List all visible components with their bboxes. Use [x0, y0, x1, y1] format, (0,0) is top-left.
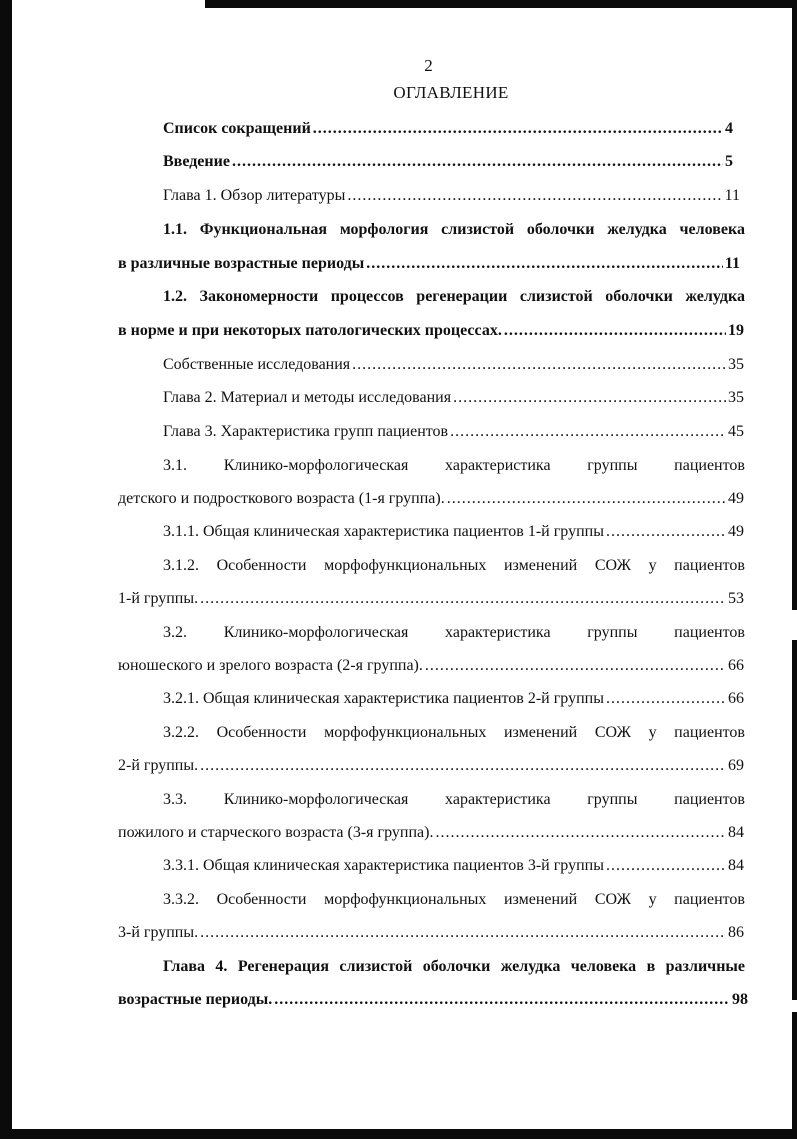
toc-word: Клинико-морфологическая — [223, 624, 409, 641]
toc-entry-line1[interactable] — [163, 456, 745, 476]
toc-entry-line2[interactable] — [118, 489, 744, 509]
toc-leader-dots — [200, 589, 726, 609]
toc-word: характеристика — [445, 457, 551, 474]
toc-leader-dots — [200, 923, 726, 943]
toc-word: пациентов — [674, 724, 745, 741]
toc-leader-dots — [425, 656, 726, 676]
toc-word: слизистой — [519, 288, 593, 305]
toc-word: морфология — [339, 221, 429, 238]
toc-entry-label: 2-й группы. — [118, 757, 199, 774]
toc-entry[interactable] — [163, 186, 740, 206]
toc-word: у — [648, 891, 657, 908]
toc-word: процессов — [330, 288, 404, 305]
toc-leader-dots — [313, 119, 723, 139]
toc-word: оболочки — [422, 958, 491, 975]
toc-word: изменений — [503, 557, 578, 574]
toc-word: морфофункциональных — [324, 724, 487, 741]
toc-word: Функциональная — [199, 221, 328, 238]
toc-word: СОЖ — [594, 724, 631, 741]
toc-word: у — [648, 557, 657, 574]
toc-leader-dots — [366, 254, 723, 274]
toc-entry[interactable] — [163, 522, 744, 542]
toc-entry[interactable] — [163, 355, 744, 375]
toc-word: пациентов — [674, 624, 745, 641]
toc-word: желудка — [607, 221, 667, 238]
toc-entry-line2[interactable] — [118, 254, 740, 274]
toc-entry-page: 19 — [728, 322, 744, 339]
toc-leader-dots — [447, 489, 726, 509]
toc-entry-label: Глава 3. Характеристика групп пациентов — [163, 423, 449, 440]
toc-word: 3.2.2. — [163, 724, 199, 741]
toc-word: человека — [570, 958, 637, 975]
toc-word: Особенности — [216, 557, 307, 574]
toc-entry-label: в норме и при некоторых патологических процессах. — [118, 322, 502, 339]
toc-entry-page: 98 — [732, 991, 748, 1008]
toc-entry-page: 45 — [728, 423, 744, 440]
toc-word: характеристика — [445, 624, 551, 641]
toc-entry-line2[interactable] — [118, 656, 744, 676]
toc-entry-label: Глава 1. Обзор литературы — [163, 187, 346, 204]
toc-leader-dots — [347, 186, 722, 206]
toc-entry-page: 11 — [724, 187, 740, 204]
toc-entry-page: 5 — [725, 153, 733, 170]
toc-word: оболочки — [526, 221, 595, 238]
toc-entry-page: 84 — [728, 857, 744, 874]
toc-word: группы — [587, 624, 638, 641]
toc-word: пациентов — [674, 891, 745, 908]
toc-entry-label: 3.3.1. Общая клиническая характеристика пациентов 3-й группы — [163, 857, 604, 874]
toc-entry-label: Глава 2. Материал и методы исследования — [163, 389, 452, 406]
toc-entry-line1[interactable] — [163, 790, 745, 810]
toc-word: изменений — [503, 724, 578, 741]
toc-entry-page: 11 — [724, 255, 740, 272]
toc-entry[interactable] — [163, 388, 744, 408]
toc-entry-label: 1-й группы. — [118, 590, 199, 607]
toc-word: 1.1. — [163, 221, 187, 238]
toc-entry-label: пожилого и старческого возраста (3-я группа). — [118, 824, 434, 841]
scan-border-gap — [792, 1000, 797, 1012]
toc-leader-dots — [453, 388, 726, 408]
toc-entry-label: возрастные периоды. — [118, 991, 273, 1008]
toc-word: оболочки — [605, 288, 673, 305]
scan-border-left — [0, 0, 12, 1139]
toc-word: Закономерности — [199, 288, 319, 305]
toc-word: 1.2. — [163, 288, 187, 305]
toc-entry-page: 49 — [728, 523, 744, 540]
toc-entry-line2[interactable] — [118, 589, 744, 609]
toc-leader-dots — [504, 321, 726, 341]
toc-word: группы — [587, 457, 638, 474]
page-title: ОГЛАВЛЕНИЕ — [393, 83, 509, 102]
toc-entry-line1[interactable] — [163, 957, 745, 977]
toc-word: изменений — [503, 891, 578, 908]
toc-word: Регенерация — [237, 958, 329, 975]
toc-word: Особенности — [216, 724, 307, 741]
toc-entry-label: Список сокращений — [163, 120, 311, 137]
toc-entry-line1[interactable] — [163, 287, 745, 307]
toc-entry-line1[interactable] — [163, 623, 745, 643]
toc-entry-line2[interactable] — [118, 923, 744, 943]
scan-border-right — [792, 0, 797, 1139]
toc-word: Клинико-морфологическая — [223, 457, 409, 474]
scan-border-bottom — [0, 1129, 797, 1139]
toc-entry[interactable] — [163, 856, 744, 876]
toc-entry-page: 66 — [728, 657, 744, 674]
toc-leader-dots — [606, 689, 726, 709]
toc-entry-page: 84 — [728, 824, 744, 841]
toc-entry-line2[interactable] — [118, 823, 744, 843]
toc-word: 4. — [215, 958, 228, 975]
toc-entry[interactable] — [163, 152, 733, 172]
toc-word: 3.1.2. — [163, 557, 199, 574]
toc-entry-label: 3-й группы. — [118, 924, 199, 941]
toc-leader-dots — [352, 355, 726, 375]
toc-leader-dots — [450, 422, 726, 442]
toc-entry-page: 69 — [728, 757, 744, 774]
toc-word: желудка — [685, 288, 745, 305]
toc-leader-dots — [606, 856, 726, 876]
toc-word: у — [648, 724, 657, 741]
toc-entry-line1[interactable] — [163, 220, 745, 240]
toc-entry-page: 35 — [728, 356, 744, 373]
toc-leader-dots — [200, 756, 726, 776]
toc-word: желудка — [500, 958, 561, 975]
toc-entry-line2[interactable] — [118, 990, 748, 1010]
toc-entry[interactable] — [163, 689, 744, 709]
toc-leader-dots — [232, 152, 723, 172]
toc-word: человека — [679, 221, 745, 238]
toc-leader-dots — [606, 522, 726, 542]
toc-entry-label: 3.1.1. Общая клиническая характеристика пациентов 1-й группы — [163, 523, 604, 540]
toc-word: СОЖ — [594, 557, 631, 574]
toc-word: регенерации — [416, 288, 508, 305]
toc-word: 3.3.2. — [163, 891, 199, 908]
toc-leader-dots — [435, 823, 726, 843]
toc-word: морфофункциональных — [324, 557, 487, 574]
toc-word: пациентов — [674, 791, 745, 808]
toc-entry[interactable] — [163, 119, 733, 139]
toc-entry-page: 35 — [728, 389, 744, 406]
toc-entry-page: 86 — [728, 924, 744, 941]
toc-word: морфофункциональных — [324, 891, 487, 908]
toc-word: Глава — [163, 958, 205, 975]
toc-entry-line1[interactable] — [163, 890, 745, 910]
toc-entry-page: 4 — [725, 120, 733, 137]
toc-entry-label: 3.2.1. Общая клиническая характеристика пациентов 2-й группы — [163, 690, 604, 707]
toc-entry[interactable] — [163, 422, 744, 442]
toc-word: слизистой — [441, 221, 515, 238]
toc-entry-line2[interactable] — [118, 756, 744, 776]
toc-word: СОЖ — [594, 891, 631, 908]
toc-entry-label: в различные возрастные периоды — [118, 255, 365, 272]
toc-entry-line1[interactable] — [163, 556, 745, 576]
toc-word: различные — [665, 958, 745, 975]
toc-entry-label: детского и подросткового возраста (1-я группа). — [118, 490, 445, 507]
toc-word: группы — [587, 791, 638, 808]
toc-leader-dots — [274, 990, 730, 1010]
toc-entry-label: Собственные исследования — [163, 356, 351, 373]
toc-word: пациентов — [674, 457, 745, 474]
toc-word: слизистой — [339, 958, 413, 975]
toc-word: Клинико-морфологическая — [223, 791, 409, 808]
page-number: 2 — [424, 56, 433, 75]
scan-border-top — [205, 0, 797, 8]
toc-entry-page: 49 — [728, 490, 744, 507]
toc-entry-label: юношеского и зрелого возраста (2-я группа). — [118, 657, 423, 674]
toc-entry-page: 66 — [728, 690, 744, 707]
toc-entry-label: Введение — [163, 153, 230, 170]
toc-entry-line2[interactable] — [118, 321, 744, 341]
toc-word: 3.2. — [163, 624, 187, 641]
toc-word: 3.3. — [163, 791, 187, 808]
toc-entry-page: 53 — [728, 590, 744, 607]
toc-word: 3.1. — [163, 457, 187, 474]
scan-border-gap — [792, 610, 797, 640]
toc-word: Особенности — [216, 891, 307, 908]
toc-entry-line1[interactable] — [163, 723, 745, 743]
toc-word: пациентов — [674, 557, 745, 574]
toc-word: в — [646, 958, 656, 975]
toc-word: характеристика — [445, 791, 551, 808]
